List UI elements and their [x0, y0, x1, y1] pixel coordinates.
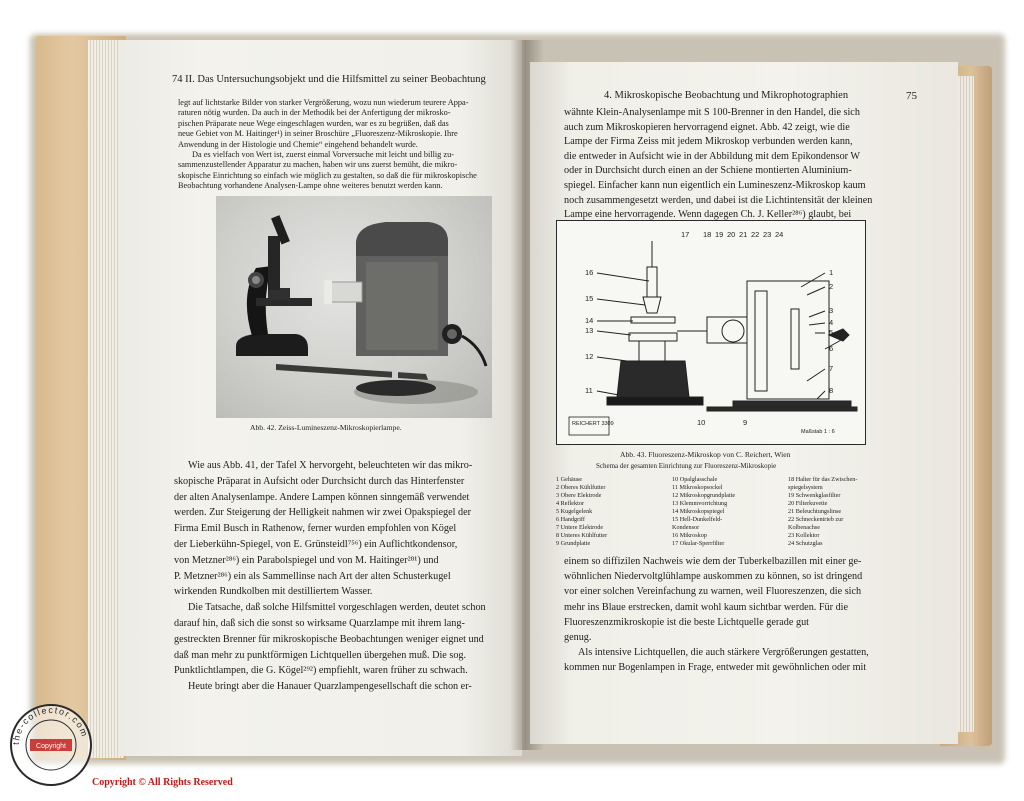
- diagram-label: 23: [763, 230, 772, 239]
- diagram-label: 8: [829, 386, 834, 395]
- watermark-ring-text: the-collector.com: [10, 704, 91, 746]
- legend-item: 6 Handgriff: [556, 516, 585, 523]
- diagram-label: 10: [697, 418, 706, 427]
- fluorescence-microscope-schematic: [557, 221, 864, 443]
- diagram-label: 19: [715, 230, 724, 239]
- text-line: Fluoreszenzmikroskopie ist die beste Lichtquelle gerade gut: [564, 616, 809, 628]
- legend-item: 7 Untere Elektrode: [556, 524, 604, 531]
- watermark-center-text: Copyright: [36, 743, 66, 750]
- legend-item: 23 Kollektor: [788, 532, 820, 539]
- diagram-label: 21: [739, 230, 748, 239]
- text-line: genug.: [564, 632, 592, 644]
- diagram-label: 7: [829, 364, 834, 373]
- text-line: mehr ins Blaue erstrecken, damit wohl kaum sichtbar werden. Für die: [564, 601, 849, 613]
- text-line: raturen nötig wurden. Da auch in der Methodik bei der Anfertigung der mikrosko-: [178, 108, 451, 118]
- text-line: legt auf lichtstarke Bilder von starker Vergrößerung, wozu nun wiederum teurere Appa-: [178, 98, 469, 107]
- text-line: P. Metzner²⁸⁶) ein als Sammellinse nach Art der alten Schusterkugel: [174, 570, 451, 582]
- left-page: [118, 40, 522, 756]
- text-line: Anwendung in der Histologie und Chemie“ eingehend behandelt wurde.: [178, 139, 418, 149]
- legend-column-2: [672, 476, 735, 548]
- diagram-label: 13: [585, 326, 594, 335]
- diagram-label: 17: [681, 230, 690, 239]
- figure-42-photo: [216, 196, 492, 418]
- legend-title: Schema der gesamten Einrichtung zur Fluoreszenz-Mikroskopie: [596, 462, 777, 470]
- text-line: von Metzner²⁸⁶) ein Parabolspiegel und von M. Haitinger²⁸¹) und: [174, 554, 439, 566]
- legend-item: 19 Schwenkglasfilter: [788, 492, 841, 499]
- diagram-label: 15: [585, 294, 594, 303]
- text-line: skopische Präparat in Aufsicht oder Durchsicht durch das Hinterfenster: [174, 475, 465, 487]
- text-line: Punktlichtlampen, die G. Kögel²⁹²) empfiehlt, waren früher zu schwach.: [174, 665, 468, 677]
- text-line: wöhnlichen Niedervoltglühlampe auskommen zu können, so ist dringend: [564, 571, 863, 583]
- left-top-paragraph: [178, 98, 508, 192]
- diagram-label: 5: [829, 328, 834, 337]
- legend-item: 22 Schneckentrieb zur: [788, 516, 844, 523]
- microscope-lamp-illustration: [216, 196, 492, 418]
- text-line: werden. Zur Steigerung der Helligkeit nahmen wir zwei Opakspiegel der: [174, 507, 472, 519]
- text-line: wähnte Klein-Analysenlampe mit S 100-Brenner in den Handel, die sich: [564, 107, 860, 118]
- text-line: Lampe eine hervorragende. Wenn dagegen Ch. J. Keller²⁸⁶) glaubt, bei: [564, 209, 852, 221]
- diagram-label: 18: [703, 230, 712, 239]
- text-line: Die Tatsache, daß solche Hilfsmittel vorgeschlagen werden, deutet schon: [188, 602, 486, 614]
- legend-item: 12 Mikroskopgrundplatte: [672, 492, 736, 499]
- legend-item: 5 Kugelgelenk: [556, 508, 593, 515]
- legend-item: 20 Filterkuvette: [788, 500, 828, 507]
- legend-item: spiegelsystem: [788, 484, 823, 491]
- diagram-label: 11: [585, 386, 593, 395]
- diagram-label: 1: [829, 268, 834, 277]
- text-line: auch zum Mikroskopieren hervorragend eignet. Abb. 42 zeigt, wie die: [564, 121, 850, 133]
- text-line: neue Gebiet von M. Haitinger¹) in seiner Broschüre „Fluoreszenz-Mikroskopie. Ihre: [178, 129, 458, 139]
- legend-item: 24 Schutzglas: [788, 540, 823, 547]
- legend-item: 11 Mikroskopsockel: [672, 484, 723, 491]
- text-line: der Lieberkühn-Spiegel, von E. Grünsteidl⁷⁵⁶) ein Auflichtkondensor,: [174, 538, 458, 550]
- text-line: skopische Einrichtung so einfach wie möglich zu gestalten, so daß die für mikroskopische: [178, 170, 477, 180]
- diagram-label: 22: [751, 230, 760, 239]
- legend-item: 10 Opalglasschale: [672, 476, 718, 483]
- legend-item: 13 Klemmvorrichtung: [672, 500, 728, 507]
- text-line: Wie aus Abb. 41, der Tafel X hervorgeht, beleuchteten wir das mikro-: [188, 460, 473, 471]
- text-line: darauf hin, daß sich die sonst so wirksame Quarzlampe mit ihrem lang-: [174, 617, 465, 629]
- text-line: sammenzustellender Apparatur zu machen, haben wir uns zuerst bemüht, die mikro-: [178, 160, 458, 170]
- legend-item: 18 Halter für das Zwischen-: [788, 476, 858, 483]
- legend-column-3: [788, 476, 857, 548]
- legend-item: Kondensor: [672, 524, 700, 531]
- figure-43-caption: Abb. 43. Fluoreszenz-Mikroskop von C. Reichert, Wien: [620, 450, 791, 459]
- text-line: vor einer solchen Vereinfachung zu warnen, weil Fluoreszenzen, die sich: [564, 586, 862, 598]
- text-line: der alten Analysenlampe. Andere Lampen können sinngemäß verwendet: [174, 491, 470, 503]
- diagram-scale: Maßstab 1 : 6: [801, 429, 835, 435]
- text-line: wirkenden Rundkolben mit destilliertem Wasser.: [174, 586, 373, 598]
- text-line: spiegel. Einfacher kann nun eigentlich ein Lumineszenz-Mikroskop kaum: [564, 179, 866, 191]
- legend-item: Kolbenachse: [788, 524, 820, 531]
- legend-item: 3 Obere Elektrode: [556, 492, 602, 499]
- diagram-label: 9: [743, 418, 748, 427]
- right-page-header: 4. Mikroskopische Beobachtung und Mikrophotographien: [604, 90, 849, 101]
- stamp-text: REICHERT 3309: [572, 421, 614, 427]
- text-line: oder in Durchsicht durch einen an der Schiene montierten Aluminium-: [564, 165, 852, 177]
- reichert-stamp: [569, 417, 614, 435]
- right-page-number: 75: [906, 90, 917, 102]
- diagram-label: 16: [585, 268, 594, 277]
- right-body-text: [564, 554, 904, 676]
- right-top-text: [564, 106, 900, 223]
- diagram-label: 6: [829, 344, 834, 353]
- figure-42-caption: Abb. 42. Zeiss-Lumineszenz-Mikroskopierlampe.: [250, 423, 402, 432]
- text-line: Da es vielfach von Wert ist, zuerst einmal Vorversuche mit leicht und billig zu-: [192, 150, 454, 160]
- diagram-label: 14: [585, 316, 594, 325]
- text-line: Heute bringt aber die Hanauer Quarzlampengesellschaft die schon er-: [188, 681, 472, 693]
- text-line: kommen nur Bogenlampen in Frage, entweder mit gewöhnlichen oder mit: [564, 662, 867, 674]
- copyright-watermark: [8, 702, 94, 788]
- diagram-label: 24: [775, 230, 784, 239]
- diagram-label: 4: [829, 318, 834, 327]
- legend-item: 1 Gehäuse: [556, 476, 582, 483]
- legend-item: 2 Oberes Kühlfutter: [556, 484, 606, 491]
- legend-item: 16 Mikroskop: [672, 532, 707, 539]
- text-line: Als intensive Lichtquellen, die auch stärkere Vergrößerungen gestatten,: [578, 647, 869, 659]
- text-line: pischen Präparate neue Wege eingeschlagen wurden, war es zu begrüßen, daß das: [178, 118, 449, 128]
- watermark-seal-icon: [8, 702, 94, 788]
- legend-item: 21 Beleuchtungslinse: [788, 508, 842, 515]
- left-page-header: 74 II. Das Untersuchungsobjekt und die Hilfsmittel zu seiner Beobachtung: [172, 74, 486, 85]
- legend-item: 14 Mikroskopspiegel: [672, 508, 725, 515]
- text-line: noch zusammengesetzt werden, und dabei ist die Lichtintensität der kleinen: [564, 194, 873, 206]
- copyright-footer: Copyright © All Rights Reserved: [92, 777, 233, 788]
- left-body-text: [174, 458, 510, 695]
- text-line: daß man mehr zu punktförmigen Lichtquellen übergehen muß. Die sog.: [174, 649, 467, 661]
- figure-43-diagram: [556, 220, 866, 445]
- legend-item: 15 Hell-Dunkelfeld-: [672, 516, 723, 523]
- text-line: die entweder in Aufsicht wie in der Abbildung mit dem Epikondensor W: [564, 150, 861, 162]
- diagram-label: 3: [829, 306, 834, 315]
- text-line: Firma Emil Busch in Rathenow, ferner wurden empfohlen von Kögel: [174, 523, 457, 535]
- diagram-label: 2: [829, 282, 834, 291]
- legend-item: 4 Reflektor: [556, 500, 585, 507]
- text-line: Lampe der Firma Zeiss mit jedem Mikroskop verbunden werden kann,: [564, 136, 853, 148]
- text-line: gestreckten Brenner für mikroskopische Beobachtungen weniger eignet und: [174, 633, 484, 645]
- diagram-label: 12: [585, 352, 594, 361]
- text-line: Beobachtung vorhandene Analysen-Lampe ohne weiteres benutzt werden kann.: [178, 181, 443, 191]
- right-page: [530, 62, 958, 744]
- text-line: einem so diffizilen Nachweis wie dem der Tuberkelbazillen mit einer ge-: [564, 556, 862, 567]
- legend-item: 9 Grundplatte: [556, 540, 591, 547]
- legend-item: 17 Okular-Sperrfilter: [672, 540, 725, 547]
- diagram-label: 20: [727, 230, 736, 239]
- legend-column-1: [556, 476, 607, 548]
- legend-item: 8 Unteres Kühlfutter: [556, 532, 608, 539]
